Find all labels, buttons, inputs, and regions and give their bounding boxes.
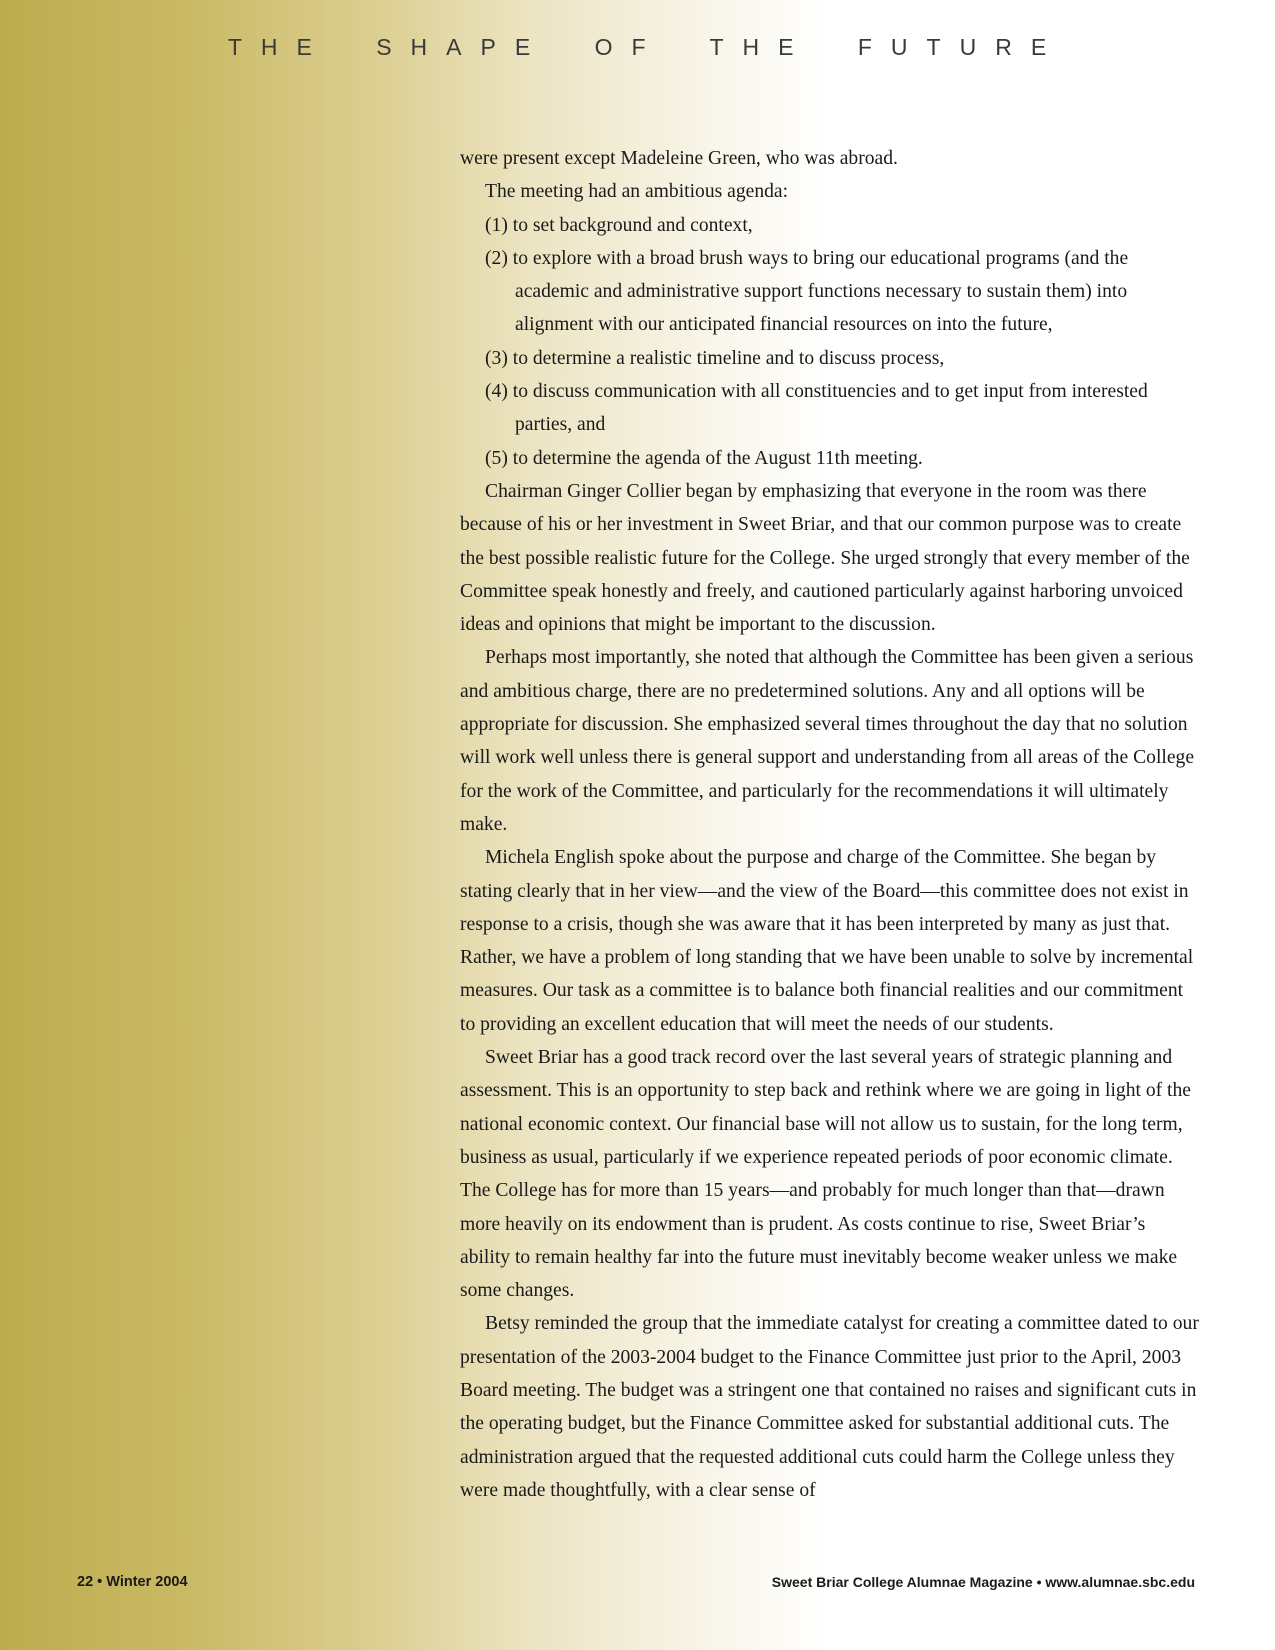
agenda-item: (1) to set background and context, bbox=[485, 214, 753, 236]
paragraph-options: Perhaps most importantly, she noted that although the Committee has been given a serious and ambitious charge, there are no predetermined solutions. Any and all options will be appropriate for discussion. She emphasized several times throughout the day that no solution will work well unless there is general support and understanding from all areas of the College for the work of the Committee, and particularly for the recommendations it will ultimately make. bbox=[460, 647, 1195, 835]
paragraph-purpose: Michela English spoke about the purpose and charge of the Committee. She began by stating clearly that in her view—and the view of the Board—this committee does not exist in response to a crisis, though she was aware that it has been interpreted by many as just that. Rather, we have a problem of long standing that we have been unable to solve by incremental measures. Our task as a committee is to balance both financial realities and our commitment to providing an excellent education that will meet the needs of our students. bbox=[460, 847, 1194, 1035]
agenda-item: (2) to explore with a broad brush ways to bring our educational programs (and the academic and administrative support functions necessary to sustain them) into alignment with our anticipated financial resources on into the future, bbox=[485, 247, 1129, 336]
folio-issue: 22 • Winter 2004 bbox=[77, 1574, 188, 1590]
agenda-item: (5) to determine the agenda of the August 11th meeting. bbox=[485, 447, 923, 469]
agenda-item: (4) to discuss communication with all constituencies and to get input from interested parties, and bbox=[485, 381, 1148, 436]
article-body bbox=[460, 142, 1200, 1507]
running-head-title: THE SHAPE OF THE FUTURE bbox=[227, 34, 1066, 60]
agenda-intro: The meeting had an ambitious agenda: bbox=[485, 181, 789, 203]
paragraph-chairman: Chairman Ginger Collier began by emphasizing that everyone in the room was there because of his or her investment in Sweet Briar, and that our common purpose was to create the best possible realistic future for the College. She urged strongly that every member of the Committee speak honestly and freely, and cautioned particularly against harboring unvoiced ideas and opinions that might be important to the discussion. bbox=[460, 480, 1190, 636]
magazine-credit: Sweet Briar College Alumnae Magazine • www.alumnae.sbc.edu bbox=[771, 1574, 1195, 1590]
agenda-item: (3) to determine a realistic timeline and to discuss process, bbox=[485, 347, 945, 369]
paragraph-track-record: Sweet Briar has a good track record over the last several years of strategic planning and assessment. This is an opportunity to step back and rethink where we are going in light of the national economic context. Our financial base will not allow us to sustain, for the long term, business as usual, particularly if we experience repeated periods of poor economic climate. The College has for more than 15 years—and probably for much longer than that—drawn more heavily on its endowment than is prudent. As costs continue to rise, Sweet Briar’s ability to remain healthy far into the future must inevitably become weaker unless we make some changes. bbox=[460, 1047, 1191, 1302]
paragraph-budget: Betsy reminded the group that the immediate catalyst for creating a committee dated to our presentation of the 2003-2004 budget to the Finance Committee just prior to the April, 2003 Board meeting. The budget was a stringent one that contained no raises and significant cuts in the operating budget, but the Finance Committee asked for substantial additional cuts. The administration argued that the requested additional cuts could harm the College unless they were made thoughtfully, with a clear sense of bbox=[460, 1313, 1199, 1501]
agenda-list bbox=[460, 209, 1200, 475]
opening-line: were present except Madeleine Green, who was abroad. bbox=[460, 148, 898, 169]
